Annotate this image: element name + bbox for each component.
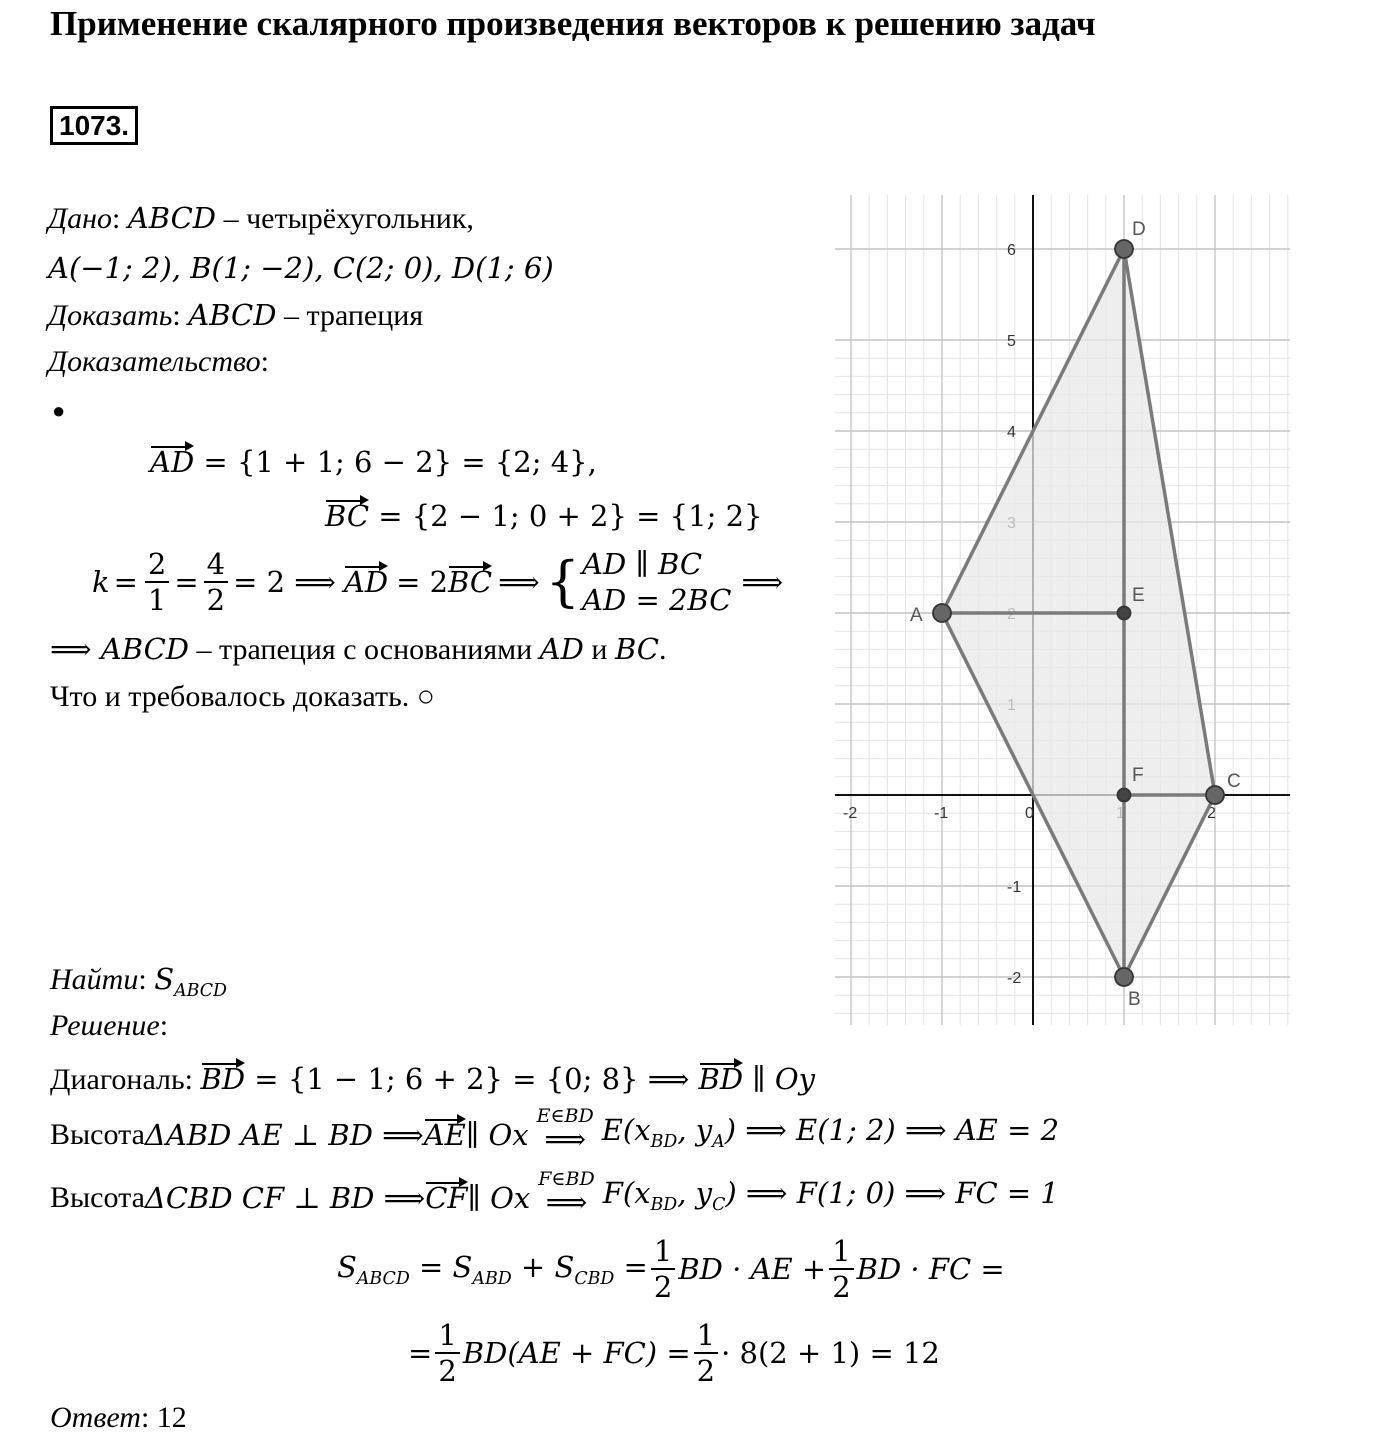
point-E [1118, 607, 1131, 620]
bd-vector: BD [200, 1062, 246, 1096]
ad-vector-2: AD [343, 565, 389, 599]
solution-heading: Решение: [50, 1009, 169, 1042]
area-formula-1: $S_{ABCD} = S_{ABD} + S_{CBD}$ = $\frac{1}{2}$ BD · AE + $\frac{1}{2}$ BD · FC = [337, 1234, 1005, 1304]
given-coords: A(−1; 2), B(1; −2), C(2; 0), D(1; 6) [48, 251, 554, 285]
k-result: = 2 ⟹ [233, 565, 336, 599]
answer-label: Ответ [50, 1401, 141, 1434]
bc-vector-2: BC [448, 565, 493, 599]
answer-value: : 12 [140, 1401, 187, 1434]
point-label-A: A [910, 605, 923, 626]
ae-vector: AE [423, 1118, 466, 1152]
k-symbol: k [92, 565, 110, 599]
solution-label: Решение [50, 1009, 160, 1042]
y-tick-label: 4 [1007, 424, 1016, 441]
given-figure: ABCD [127, 201, 217, 235]
k-ratio-line: k = $\frac{2}{1}$ = $\frac{4}{2}$ = 2 ⟹ AD = 2 BC ⟹ { AD ∥ BC AD = 2BC ⟹ [92, 547, 784, 617]
cf-vector: CF [425, 1181, 468, 1215]
point-D [1115, 240, 1133, 258]
bc-vector-expr: = {2 − 1; 0 + 2} = {1; 2} [369, 499, 763, 533]
point-F [1118, 789, 1131, 802]
fraction-4-2: $\frac{4}{2}$ [204, 547, 228, 617]
prove-line: Доказать: ABCD – трапеция [48, 298, 424, 332]
x-tick-label: -2 [843, 805, 858, 822]
point-label-B: B [1128, 989, 1141, 1010]
point-label-C: C [1227, 771, 1241, 792]
ad-vector-line [150, 445, 597, 479]
implies-arrow-2: ⟹ [741, 565, 784, 599]
coordinate-graph [835, 195, 1290, 1025]
proof-label: Доказательство [48, 345, 261, 378]
fraction-2-1: $\frac{2}{1}$ [145, 547, 169, 617]
arrow-f-in-bd: F∈BD ⟹ [538, 1168, 595, 1219]
find-label: Найти [50, 963, 139, 996]
fraction-half-2: $\frac{1}{2}$ [829, 1234, 853, 1304]
eq-two: = 2 [396, 565, 449, 599]
problem-number: 1073. [50, 106, 138, 145]
prove-label: Доказать [48, 299, 173, 332]
answer-line [50, 1401, 187, 1435]
y-tick-label: 6 [1007, 242, 1016, 259]
fraction-half-3: $\frac{1}{2}$ [435, 1318, 459, 1388]
y-tick-label: -1 [1007, 879, 1022, 896]
given-line: Дано: ABCD – четырёхугольник, [48, 201, 474, 235]
system-row-2: AD = 2BC [582, 583, 732, 617]
conclusion-line: ⟹ ABCD – трапеция с основаниями AD и BC. [50, 632, 667, 666]
parallel-system: { AD ∥ BC AD = 2BC [545, 547, 732, 617]
height-cbd-line: Высота ΔCBD CF ⊥ BD ⟹ CF ∥ Ox F∈BD ⟹ $F(x_{BD}$, $y_C$) ⟹ F(1; 0) ⟹ FC = 1 [50, 1168, 1059, 1219]
y-tick-label: -2 [1007, 970, 1022, 987]
ad-vector: AD [150, 445, 195, 479]
y-tick-label: 5 [1007, 333, 1016, 350]
find-area: $S_{ABCD}$ [154, 962, 227, 1001]
page-title: Применение скалярного произведения векторов к решению задач [50, 4, 1096, 43]
qed-line: Что и требовалось доказать. ○ [50, 680, 435, 713]
height-abd-line: Высота ΔABD AE ⊥ BD ⟹ AE ∥ Ox E∈BD ⟹ $E(x_{BD}$, $y_A$) ⟹ E(1; 2) ⟹ AE = 2 [50, 1105, 1060, 1156]
point-A [933, 604, 951, 622]
point-C [1206, 786, 1224, 804]
prove-figure: ABCD [188, 298, 277, 332]
point-label-F: F [1132, 765, 1144, 786]
bc-vector-line [325, 499, 762, 533]
prove-desc: – трапеция [276, 299, 424, 332]
point-label-E: E [1132, 585, 1145, 606]
find-line: Найти: $S_{ABCD}$ [50, 962, 227, 1001]
implies-arrow: ⟹ [498, 565, 540, 599]
bd-vector-2: BD [698, 1062, 744, 1096]
bullet: ● [52, 398, 66, 423]
arrow-e-in-bd: E∈BD ⟹ [536, 1105, 594, 1156]
system-row-1: AD ∥ BC [582, 547, 703, 581]
point-label-D: D [1132, 219, 1146, 240]
ad-vector-expr: = {1 + 1; 6 − 2} = {2; 4}, [194, 445, 597, 479]
fraction-half-1: $\frac{1}{2}$ [651, 1234, 675, 1304]
given-label: Дано [48, 202, 112, 235]
fraction-half-4: $\frac{1}{2}$ [694, 1318, 718, 1388]
x-tick-label: -1 [934, 805, 949, 822]
diagonal-line: Диагональ: BD = {1 − 1; 6 + 2} = {0; 8} ⟹ BD ∥ Oy [50, 1062, 816, 1096]
x-tick-label: 2 [1207, 805, 1216, 822]
area-formula-2: = $\frac{1}{2}$ BD(AE + FC) = $\frac{1}{2}$ · 8(2 + 1) = 12 [408, 1318, 940, 1388]
given-desc: – четырёхугольник, [216, 202, 474, 235]
bc-vector: BC [325, 499, 370, 533]
diagonal-label: Диагональ: [50, 1063, 201, 1096]
point-B [1115, 968, 1133, 986]
x-tick-label: 0 [1025, 805, 1034, 822]
proof-heading: Доказательство: [48, 345, 269, 378]
